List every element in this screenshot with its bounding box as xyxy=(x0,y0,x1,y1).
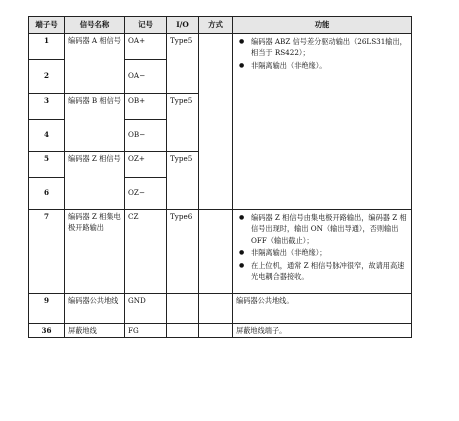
header-mark: 记号 xyxy=(125,17,167,34)
pin-number: 9 xyxy=(29,293,65,323)
header-function: 功能 xyxy=(233,17,412,34)
signal-mark: OZ− xyxy=(125,177,167,209)
signal-mode xyxy=(199,323,233,338)
table-row xyxy=(29,323,412,338)
signal-io: Type6 xyxy=(167,209,199,293)
signal-name: 编码器 A 相信号 xyxy=(65,33,125,93)
function-bullet: ● 非隔离输出（非绝缘）； xyxy=(236,247,408,259)
signal-name: 编码器 B 相信号 xyxy=(65,93,125,151)
function-bullet: ● 编码器 Z 相信号由集电极开路输出，编码器 Z 相信号出现时，输出 ON（输出导通），否则输出 OFF（输出截止）； xyxy=(236,212,408,247)
function-bullet: ● 非隔离输出（非绝缘）。 xyxy=(236,60,408,72)
signal-mode xyxy=(199,33,233,209)
signal-io: Type5 xyxy=(167,151,199,209)
signal-name: 编码器 Z 相信号 xyxy=(65,151,125,209)
signal-mark: OB− xyxy=(125,119,167,151)
signal-name: 屏蔽地线 xyxy=(65,323,125,338)
signal-mark: OA− xyxy=(125,59,167,93)
pin-number: 4 xyxy=(29,119,65,151)
pin-number: 7 xyxy=(29,209,65,293)
pin-number: 2 xyxy=(29,59,65,93)
signal-mode xyxy=(199,293,233,323)
header-mode: 方式 xyxy=(199,17,233,34)
table-row xyxy=(29,209,412,293)
signal-mark: FG xyxy=(125,323,167,338)
header-signal-name: 信号名称 xyxy=(65,17,125,34)
function-bullet: ● 在上位机，通常 Z 相信号脉冲很窄，故请用高速光电耦合器接收。 xyxy=(236,260,408,283)
signal-io xyxy=(167,293,199,323)
signal-mark: OZ+ xyxy=(125,151,167,177)
pin-number: 5 xyxy=(29,151,65,177)
signal-io: Type5 xyxy=(167,33,199,93)
signal-name: 编码器 Z 相集电极开路输出 xyxy=(65,209,125,293)
pin-number: 36 xyxy=(29,323,65,338)
pin-number: 1 xyxy=(29,33,65,59)
encoder-signal-table xyxy=(28,16,412,338)
signal-mark: GND xyxy=(125,293,167,323)
function-cz xyxy=(233,209,412,293)
function-abz xyxy=(233,33,412,209)
table-row xyxy=(29,293,412,323)
signal-mark: CZ xyxy=(125,209,167,293)
signal-mark: OA+ xyxy=(125,33,167,59)
pin-number: 3 xyxy=(29,93,65,119)
pin-number: 6 xyxy=(29,177,65,209)
table-row xyxy=(29,33,412,59)
function-bullet: ● 编码器 ABZ 信号差分驱动输出（26LS31输出，相当于 RS422）； xyxy=(236,36,408,59)
function-text: 屏蔽地线端子。 xyxy=(233,323,412,338)
signal-io xyxy=(167,323,199,338)
header-io: I/O xyxy=(167,17,199,34)
header-row xyxy=(29,17,412,34)
signal-name: 编码器公共地线 xyxy=(65,293,125,323)
signal-mark: OB+ xyxy=(125,93,167,119)
function-text: 编码器公共地线。 xyxy=(233,293,412,323)
signal-mode xyxy=(199,209,233,293)
signal-io: Type5 xyxy=(167,93,199,151)
signal-table-container xyxy=(28,16,411,338)
header-pin: 端子号 xyxy=(29,17,65,34)
